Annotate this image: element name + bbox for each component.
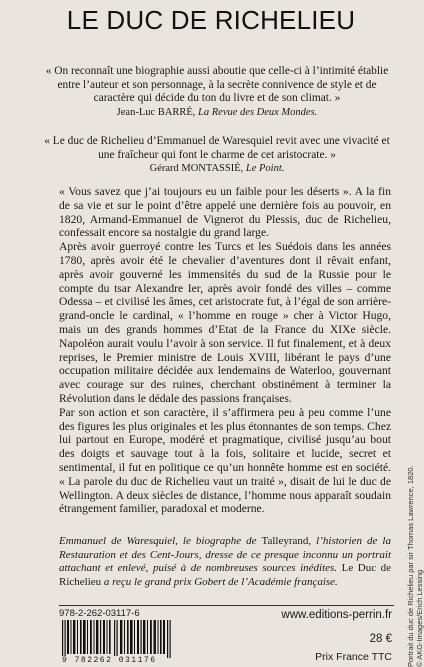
- publisher-website: www.editions-perrin.fr: [281, 609, 392, 621]
- price-label: Prix France TTC: [315, 651, 392, 663]
- credit-line: Portrait du duc de Richelieu par sir Thomas Lawrence, 1820.: [406, 465, 415, 667]
- blurb-book-title: Talleyrand: [261, 535, 309, 547]
- synopsis-paragraph: Après avoir guerroyé contre les Turcs et les Suédois dans les années 1780, après avoir été le chevalier d’aventures dont il rêvait enfant, après avoir gouverné les immensités du sud de la Russie pour le compte du tsar Alexandre Ier, après avoir fondé des villes – comme Odessa – et civilisé les âmes, cet aristocrate fut, à l’égal de son arrière-grand-oncle le cardinal, « l’homme en rouge » cher à Victor Hugo, mais un des grands hommes d’Etat de la France du XIXe siècle. Napoléon aurait voulu l’avoir à son service. Il fut finalement, et à deux reprises, le Premier ministre de Louis XVIII, libérant le pays d’une occupation militaire décidée aux lendemains de Waterloo, gouvernant avec courage sur des ruines, cherchant obstinément à terminer la Révolution dans le dédale des passions françaises.: [59, 240, 391, 405]
- blurb-part: a reçu le grand prix Gobert de l’Académie française.: [101, 575, 338, 588]
- divider: [59, 605, 394, 606]
- quote-attribution: [40, 162, 394, 176]
- blurb-part: , l’historien de la Restauration et des Cent-Jours, dresse de ce presque inconnu un portrait attachant et enlevé, puisé à de nombreuses sources inédites.: [59, 535, 391, 575]
- blurb-book-title: Le Duc de Richelieu: [59, 562, 392, 588]
- credit-line: © AKG-Images/Erich Lessing: [415, 569, 424, 667]
- synopsis-paragraph: « Vous savez que j’ai toujours eu un faible pour les déserts ». A la fin de sa vie et sur le point d’être appelé une dernière fois au pouvoir, en 1820, Armand-Emmanuel de Vignerot du Plessis, duc de Richelieu, confessait encore sa nostalgie du grand large.: [59, 185, 391, 240]
- synopsis-paragraph: Par son action et son caractère, il s’affirmera peu à peu comme l’une des figures les plus originales et les plus étonnantes de son temps. Chez lui partout en Europe, modéré et pragmatique, civilisé jusqu’au bout des doigts et sauvage tout à la fois, solitaire et lucide, secret et sentimental, il fut en politique ce qu’un honnête homme est en société. « La parole du duc de Richelieu vaut un traité », disait de lui le duc de Wellington. A deux siècles de distance, l’homme nous apparaît soudain étrangement familier, paradoxal et moderne.: [59, 405, 391, 516]
- quote-source: Le Point.: [245, 163, 285, 175]
- barcode: [59, 620, 174, 660]
- review-quote-1: [40, 65, 394, 119]
- price: 28 €: [369, 633, 392, 645]
- quote-attribution: [40, 106, 394, 120]
- quote-source: La Revue des Deux Mondes.: [198, 106, 318, 118]
- quote-text: « On reconnaît une biographie aussi aboutie que celle-ci à l’intimité établie entre l’auteur et son personnage, à la secrète connivence de style et de caractère qui décide du ton du livre et de son climat. »: [45, 65, 389, 105]
- review-quote-2: [40, 135, 394, 176]
- barcode-number: 9 782262 031176: [62, 656, 157, 665]
- author-blurb: [59, 535, 391, 589]
- quote-author: Jean-Luc BARRÉ,: [116, 106, 196, 118]
- blurb-part: Emmanuel de Waresquiel, le biographe de: [59, 535, 262, 547]
- book-title: LE DUC DE RICHELIEU: [66, 5, 356, 35]
- isbn: 978-2-262-03117-6: [59, 608, 140, 619]
- image-credit: [406, 407, 424, 667]
- quote-text: « Le duc de Richelieu d’Emmanuel de Waresquiel revit avec une vivacité et une fraîcheur qui font le charme de cet aristocrate. »: [44, 135, 390, 161]
- quote-author: Gérard MONTASSIÉ,: [149, 163, 244, 175]
- synopsis: [59, 185, 391, 516]
